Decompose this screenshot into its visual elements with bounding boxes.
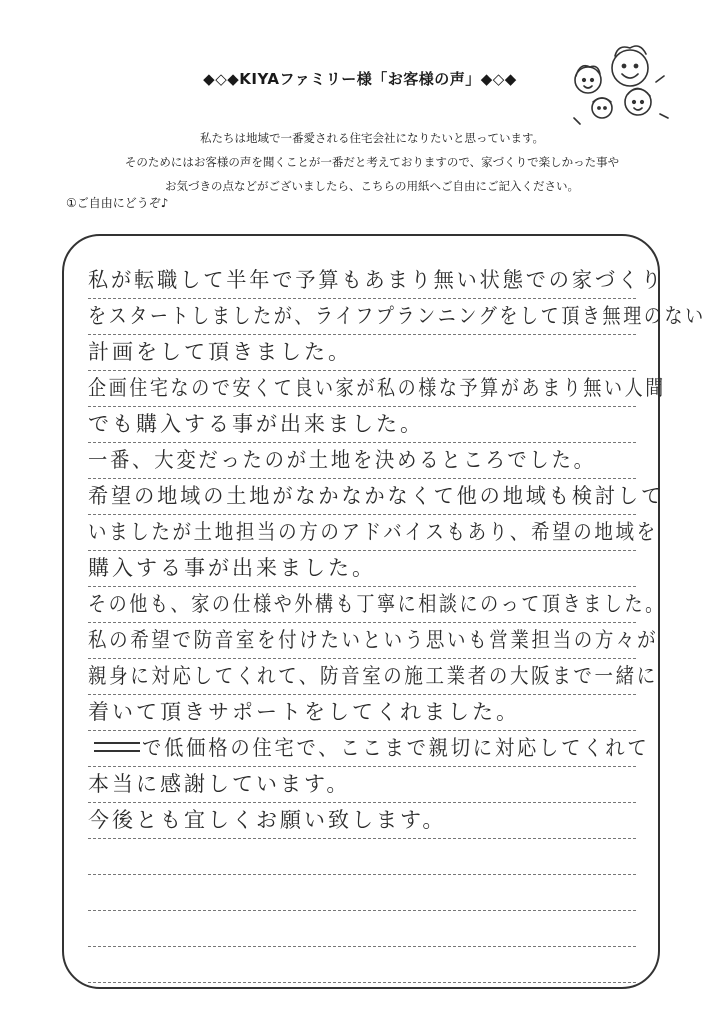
- family-illustration: [560, 42, 675, 127]
- page-title: ◆◇◆KIYAファミリー様「お客様の声」◆◇◆: [203, 70, 517, 88]
- handwritten-line: 本当に感謝しています。: [88, 772, 351, 796]
- intro-line: 私たちは地域で一番愛される住宅会社になりたいと思っています。: [199, 131, 545, 145]
- ruled-line: [88, 262, 664, 299]
- ruled-line: [88, 802, 636, 839]
- ruled-line: [88, 478, 664, 515]
- handwritten-line: 着いて頂きサポートをしてくれました。: [88, 700, 520, 724]
- ruled-line: [88, 694, 636, 731]
- handwritten-line: 一番、大変だったのが土地を決めるところでした。: [88, 448, 596, 472]
- handwritten-line: 購入する事が出来ました。: [88, 556, 376, 580]
- handwritten-line: 親身に対応してくれて、防音室の施工業者の大阪まで一緒に: [88, 664, 658, 688]
- ruled-line: [88, 406, 636, 443]
- handwritten-line: 希望の地域の土地がなかなかなくて他の地域も検討して: [88, 484, 664, 508]
- ruled-line: [88, 946, 636, 983]
- ruled-line: [88, 766, 636, 803]
- ruled-line: [88, 838, 636, 875]
- ruled-line: [88, 298, 706, 335]
- free-comment-prompt: ①ご自由にどうぞ♪: [66, 196, 169, 210]
- ruled-line: [88, 514, 658, 551]
- handwritten-line: をスタートしましたが、ライフプランニングをして頂き無理のない: [88, 304, 706, 328]
- ruled-line: [88, 442, 636, 479]
- strikethrough-mark: [94, 742, 140, 752]
- handwritten-line: 企画住宅なので安くて良い家が私の様な予算があまり無い人間: [88, 376, 666, 400]
- intro-line: お気づきの点などがございましたら、こちらの用紙へご自由にご記入ください。: [165, 179, 579, 193]
- handwritten-line: 私が転職して半年で予算もあまり無い状態での家づくり: [88, 268, 664, 292]
- intro-text: [92, 126, 652, 198]
- handwritten-line: いましたが土地担当の方のアドバイスもあり、希望の地域を: [88, 520, 658, 544]
- handwritten-line: 今後とも宜しくお願い致します。: [88, 808, 447, 832]
- handwritten-line: その他も、家の仕様や外構も丁寧に相談にのって頂きました。: [88, 592, 666, 616]
- ruled-line: [88, 730, 650, 767]
- ruled-line: [88, 370, 666, 407]
- ruled-line: [88, 586, 666, 623]
- ruled-line: [88, 874, 636, 911]
- handwritten-line: 私の希望で防音室を付けたいという思いも営業担当の方々が: [88, 628, 659, 652]
- ruled-line: [88, 910, 636, 947]
- ruled-line: [88, 622, 659, 659]
- handwritten-line: で低価格の住宅で、ここまで親切に対応してくれて: [142, 736, 650, 760]
- handwritten-line: 計画をして頂きました。: [88, 340, 352, 364]
- handwritten-line: でも購入する事が出来ました。: [88, 412, 424, 436]
- ruled-line: [88, 658, 658, 695]
- ruled-line: [88, 334, 636, 371]
- intro-line: そのためにはお客様の声を聞くことが一番だと考えておりますので、家づくりで楽しかった事や: [124, 155, 620, 169]
- ruled-line: [88, 550, 636, 587]
